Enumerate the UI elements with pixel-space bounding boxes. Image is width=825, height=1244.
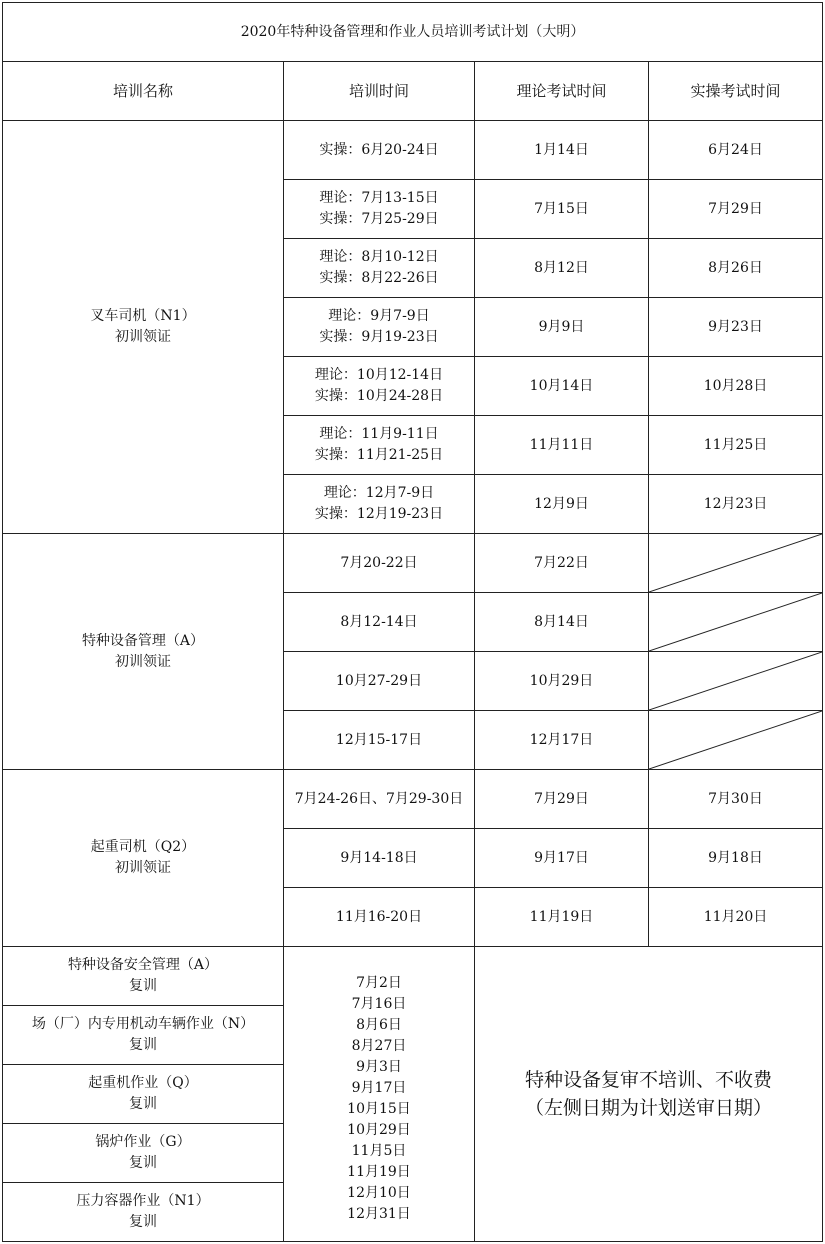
table-row [3,770,823,829]
review-date: 8月6日 [356,1017,402,1033]
practical-exam-date: 11月25日 [649,416,823,475]
course-type: 初训领证 [115,653,171,670]
course-name-cell [3,534,284,770]
practical-exam-date: 6月24日 [649,121,823,180]
table-row [3,121,823,180]
theory-exam-date: 10月14日 [475,357,649,416]
theory-exam-date: 8月12日 [475,239,649,298]
training-time-line: 11月16-20日 [335,908,423,925]
course-type: 初训领证 [115,860,171,876]
review-course-name: 锅炉作业（G） [95,1134,191,1150]
review-course-name: 起重机作业（Q） [88,1075,198,1091]
training-time-line: 理论：11月9-11日 [319,426,439,442]
header-training-time: 培训时间 [284,62,475,121]
practical-exam-date: 11月20日 [649,888,823,947]
training-time-cell [284,593,475,652]
diagonal-line [649,593,822,651]
training-time-cell [284,652,475,711]
review-date: 12月31日 [347,1206,411,1222]
course-name-cell [3,121,284,534]
theory-exam-date: 1月14日 [475,121,649,180]
diagonal-line [649,652,822,710]
training-time-cell [284,475,475,534]
training-time-line: 10月27-29日 [335,672,423,689]
review-course-type: 复训 [129,1037,157,1053]
training-time-line: 实操：7月25-29日 [319,211,439,227]
review-date: 7月16日 [351,996,407,1012]
theory-exam-date: 12月9日 [475,475,649,534]
practical-exam-date: 10月28日 [649,357,823,416]
review-date: 10月29日 [347,1122,411,1138]
training-time-line: 理论：8月10-12日 [319,249,439,265]
training-time-line: 实操：9月19-23日 [319,329,439,345]
review-course-name: 特种设备安全管理（A） [67,957,219,973]
review-course-cell [3,947,284,1006]
theory-exam-date: 12月17日 [475,711,649,770]
review-course-cell [3,1124,284,1183]
practical-exam-date: 12月23日 [649,475,823,534]
training-time-line: 8月12-14日 [340,613,418,630]
table-row [3,947,823,1006]
table-row [3,534,823,593]
review-course-name: 场（厂）内专用机动车辆作业（N） [31,1016,255,1032]
review-course-type: 复训 [129,1096,157,1112]
theory-exam-date: 9月17日 [475,829,649,888]
diagonal-line [649,534,822,592]
review-course-type: 复训 [129,978,157,994]
empty-slash-cell [649,711,823,770]
practical-exam-date: 7月30日 [649,770,823,829]
training-plan-table [2,2,823,1242]
training-time-line: 7月24-26日、7月29-30日 [294,790,464,807]
course-type: 初训领证 [115,329,171,345]
theory-exam-date: 11月19日 [475,888,649,947]
review-notice [475,947,823,1242]
header-theory-exam-time: 理论考试时间 [475,62,649,121]
training-time-cell [284,298,475,357]
training-time-line: 实操：11月21-25日 [314,447,444,463]
header-training-name: 培训名称 [3,62,284,121]
review-date: 9月17日 [351,1080,407,1096]
review-date: 9月3日 [356,1059,402,1075]
training-time-cell [284,829,475,888]
theory-exam-date: 7月15日 [475,180,649,239]
training-time-line: 实操：12月19-23日 [314,506,444,522]
review-date: 11月19日 [347,1164,411,1180]
review-date: 8月27日 [351,1038,407,1054]
review-course-name: 压力容器作业（N1） [76,1193,210,1209]
review-date: 10月15日 [347,1101,411,1117]
course-name: 特种设备管理（A） [81,632,205,649]
review-course-type: 复训 [129,1155,157,1171]
theory-exam-date: 7月29日 [475,770,649,829]
training-time-cell [284,121,475,180]
training-time-line: 理论：7月13-15日 [319,190,439,206]
training-time-line: 实操：8月22-26日 [319,270,439,286]
practical-exam-date: 8月26日 [649,239,823,298]
review-date: 11月5日 [351,1143,407,1159]
review-date: 12月10日 [347,1185,411,1201]
course-name-cell [3,770,284,947]
course-name: 叉车司机（N1） [90,308,196,324]
empty-slash-cell [649,593,823,652]
training-time-cell [284,180,475,239]
empty-slash-cell [649,652,823,711]
practical-exam-date: 9月18日 [649,829,823,888]
review-course-cell [3,1183,284,1242]
theory-exam-date: 11月11日 [475,416,649,475]
theory-exam-date: 8月14日 [475,593,649,652]
training-time-cell [284,770,475,829]
training-time-cell [284,357,475,416]
page-title: 2020年特种设备管理和作业人员培训考试计划（大明） [3,3,823,62]
practical-exam-date: 9月23日 [649,298,823,357]
theory-exam-date: 10月29日 [475,652,649,711]
theory-exam-date: 7月22日 [475,534,649,593]
practical-exam-date: 7月29日 [649,180,823,239]
review-date: 7月2日 [356,975,402,991]
diagonal-line [649,711,822,769]
course-name: 起重司机（Q2） [90,839,196,855]
training-time-line: 实操：10月24-28日 [314,388,444,404]
empty-slash-cell [649,534,823,593]
review-dates-cell [284,947,475,1242]
training-time-line: 9月14-18日 [340,849,418,866]
training-time-line: 理论：9月7-9日 [328,308,430,324]
training-time-cell [284,711,475,770]
review-course-cell [3,1065,284,1124]
notice-main: 特种设备复审不培训、不收费 [525,1069,773,1091]
training-time-line: 7月20-22日 [340,554,418,571]
training-time-line: 理论：10月12-14日 [314,367,444,383]
review-course-type: 复训 [129,1214,157,1230]
header-practical-exam-time: 实操考试时间 [649,62,823,121]
training-time-cell [284,534,475,593]
training-time-line: 12月15-17日 [335,731,423,748]
training-time-cell [284,888,475,947]
review-course-cell [3,1006,284,1065]
notice-sub: （左侧日期为计划送审日期） [525,1097,773,1119]
theory-exam-date: 9月9日 [475,298,649,357]
training-time-cell [284,416,475,475]
training-time-line: 理论：12月7-9日 [323,485,435,501]
training-time-cell [284,239,475,298]
training-time-line: 实操：6月20-24日 [319,141,439,158]
